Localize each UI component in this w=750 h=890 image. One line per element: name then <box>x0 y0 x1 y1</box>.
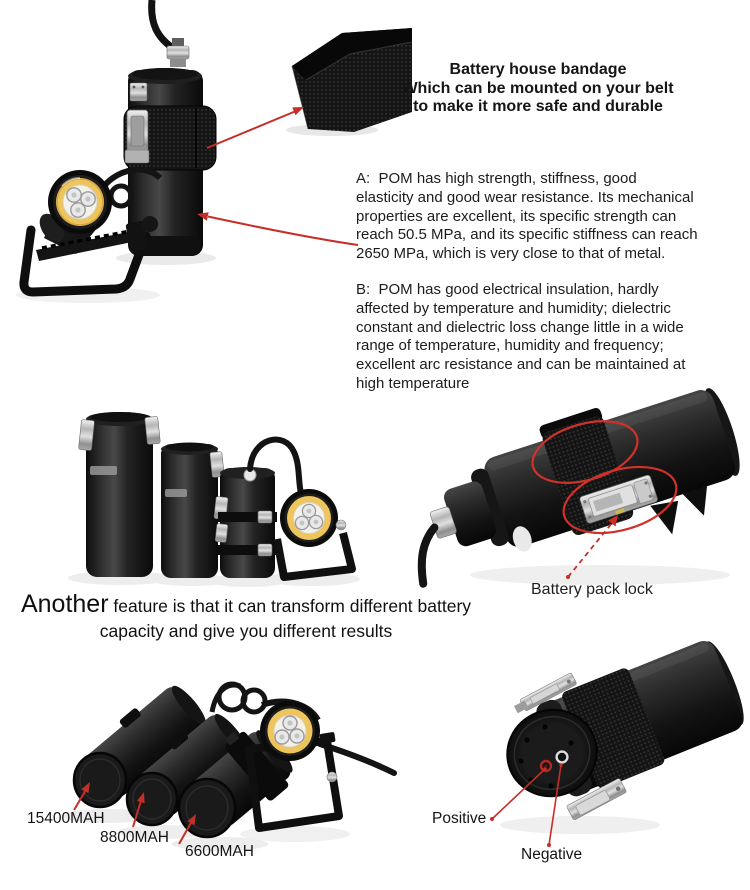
lamp-head-front <box>280 489 346 547</box>
paragraph-pom-mechanical <box>356 170 750 264</box>
feature-emphasis: Another <box>20 590 109 618</box>
para-b-line: B: POM has good electrical insulation, hardly <box>356 281 659 298</box>
paragraph-pom-electrical <box>356 281 750 394</box>
positive-terminal-label: Positive <box>432 810 487 827</box>
annotation-arrow-to-velcro <box>207 107 304 148</box>
capacity-label-8800: 8800MAH <box>100 829 169 846</box>
feature-heading <box>6 589 486 642</box>
para-b-line: range of temperature, humidity and frequency; <box>356 337 664 355</box>
para-a-line: reach 50.5 MPa, and its specific stiffness can reach <box>356 226 698 244</box>
battery-packs-photo <box>62 676 394 851</box>
canister-light-photo <box>16 0 216 303</box>
negative-terminal <box>557 752 568 763</box>
battery-pack-lock-label: Battery pack lock <box>531 581 653 598</box>
para-b-line: excellent arc resistance and can be maintained at <box>356 356 686 374</box>
feature-line1: feature is that it can transform different battery <box>108 596 472 616</box>
velcro-caption-line2: Which can be mounted on your belt <box>402 79 674 97</box>
capacity-label-15400: 15400MAH <box>27 810 105 827</box>
velcro-caption-line3: to make it more safe and durable <box>413 98 663 115</box>
annotation-arrow-to-canister <box>197 212 358 245</box>
canister-family-photo <box>68 412 360 587</box>
battery-lock-photo <box>388 370 750 613</box>
lamp-head-front-2 <box>260 701 320 761</box>
negative-terminal-label: Negative <box>521 846 583 863</box>
para-b-line: affected by temperature and humidity; dielectric <box>356 299 671 317</box>
tall-canister <box>86 414 153 577</box>
para-a-line: A: POM has high strength, stiffness, good <box>356 170 637 187</box>
para-a-line: elasticity and good wear resistance. Its mechanical <box>356 188 694 206</box>
velcro-caption <box>393 61 683 117</box>
cable-gland <box>167 46 189 59</box>
velcro-caption-line1: Battery house bandage <box>449 61 627 78</box>
feature-line2: capacity and give you different results <box>99 621 393 641</box>
capacity-label-6600: 6600MAH <box>185 843 254 860</box>
lamp-head <box>48 170 112 234</box>
para-b-line: high temperature <box>356 374 470 392</box>
end-cap-photo <box>490 631 750 847</box>
para-a-line: properties are excellent, its specific strength can <box>356 207 677 225</box>
medium-canister <box>161 444 218 578</box>
para-b-line: constant and dielectric loss change little in a wide <box>356 318 684 336</box>
para-a-line: 2650 MPa, which is very close to that of metal. <box>356 245 666 263</box>
